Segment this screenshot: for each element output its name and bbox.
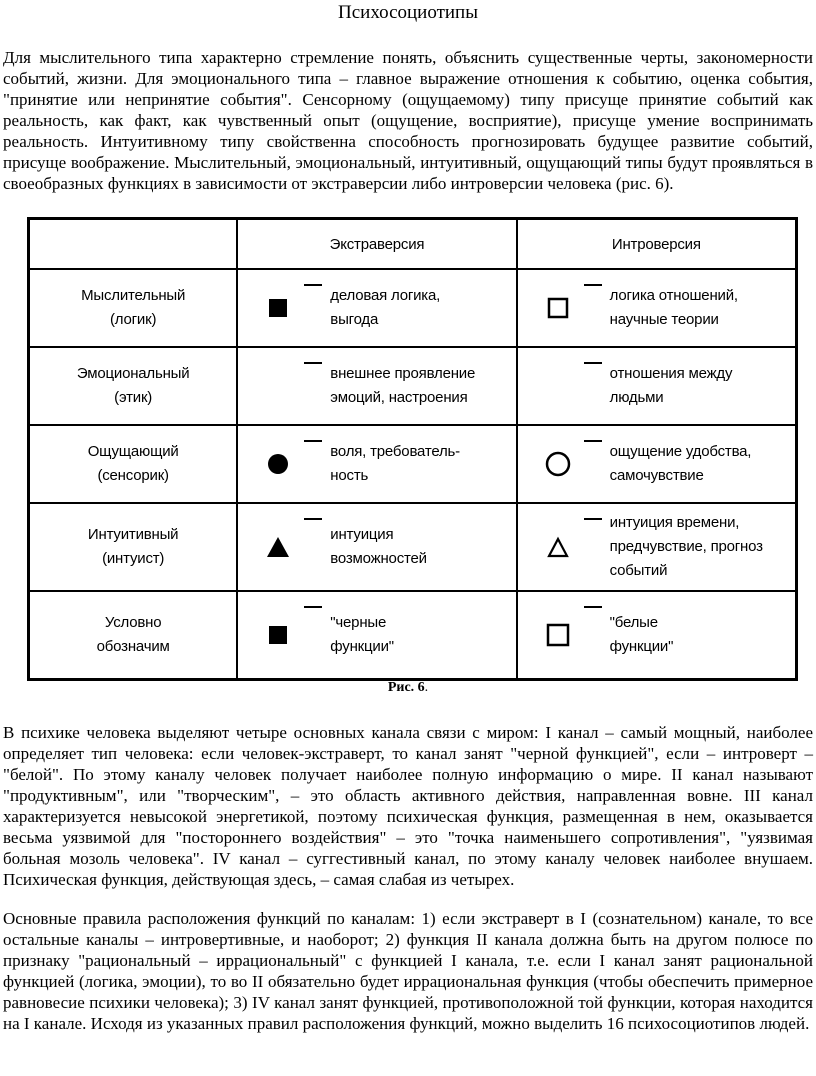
empty-triangle-icon bbox=[540, 536, 576, 558]
row-label-line: Условно bbox=[104, 614, 162, 631]
function-text: "черные bbox=[330, 614, 387, 631]
function-text: внешнее проявление bbox=[330, 365, 476, 382]
dash bbox=[304, 362, 322, 364]
page-title: Психосоциотипы bbox=[338, 2, 478, 23]
rules-paragraph: Основные правила расположения функций по каналам: 1) если экстраверт в I (сознательном) канале, то все остальные каналы – интровертивные, и наоборот; 2) функция II канала должна быть на другом полюсе по признаку "рациональный – иррациональный" с функцией I канала, т.е. если I канал занят рациональной функцией (логика, эмоции), то во II обязательно будет иррациональная функция (чтобы обеспечить примерное равновесие психики человека); 3) IV канал занят функцией, противоположной той функции, которая находится на I канале. Исходя из указанных правил расположения функций, можно выделить 16 психосоциотипов людей. bbox=[3, 909, 813, 1033]
dash bbox=[584, 606, 602, 608]
function-text: эмоций, настроения bbox=[330, 389, 468, 406]
row-label bbox=[29, 503, 238, 591]
introversion-cell bbox=[517, 591, 797, 680]
table-row bbox=[29, 269, 797, 347]
extraversion-cell bbox=[237, 503, 516, 591]
dash bbox=[304, 440, 322, 442]
function-text: самочувствие bbox=[609, 467, 704, 484]
function-text: выгода bbox=[330, 311, 379, 328]
row-label-line: Интуитивный bbox=[87, 526, 179, 543]
header-introversion: Интроверсия bbox=[517, 219, 797, 270]
empty-circle-icon bbox=[540, 451, 576, 477]
row-label-line: обозначим bbox=[96, 638, 170, 655]
function-text: функции" bbox=[330, 638, 394, 655]
dash bbox=[584, 518, 602, 520]
header-extraversion: Экстраверсия bbox=[237, 219, 516, 270]
extraversion-cell bbox=[237, 425, 516, 503]
function-text: деловая логика, bbox=[330, 287, 441, 304]
dash bbox=[584, 362, 602, 364]
extraversion-cell bbox=[237, 347, 516, 425]
channels-paragraph: В психике человека выделяют четыре основных канала связи с миром: I канал – самый мощный, наиболее определяет тип человека: если человек-экстраверт, то канал занят "черной функцией", если – интроверт – "белой". По этому каналу человек получает наиболее полную информацию о мире. II канал называют "продуктивным", или "творческим", – это область активного действия, направленная вовне. III канал характеризуется невысокой энергетикой, поэтому психическая функция, размещенная в нем, оказывается весьма уязвимой для "постороннего воздействия" – это "точка наименьшего сопротивления", "уязвимая больная мозоль человека". IV канал – суггестивный канал, по этому каналу человек наиболее внушаем. Психическая функция, действующая здесь, – самая слабая из четырех. bbox=[3, 723, 813, 889]
function-text: интуиция времени, bbox=[609, 514, 740, 531]
table-row bbox=[29, 591, 797, 680]
table-row bbox=[29, 503, 797, 591]
introversion-cell bbox=[517, 503, 797, 591]
row-label-line: (интуист) bbox=[102, 550, 165, 567]
dash bbox=[304, 606, 322, 608]
introversion-cell bbox=[517, 347, 797, 425]
row-label bbox=[29, 269, 238, 347]
filled-triangle-icon bbox=[260, 536, 296, 558]
function-text: предчувствие, прогноз bbox=[609, 538, 763, 555]
function-text: ность bbox=[330, 467, 369, 484]
figure-caption-dot: . bbox=[424, 680, 429, 695]
empty-square-icon bbox=[540, 623, 576, 647]
filled-square-icon bbox=[260, 298, 296, 318]
extraversion-cell bbox=[237, 269, 516, 347]
intro-paragraph: Для мыслительного типа характерно стремление понять, объяснить существенные черты, закономерности событий, жизни. Для эмоционального типа – главное выражение отношения к событию, оценка события, "принятие или непринятие события". Сенсорному (ощущаемому) типу присуще принятие событий как реальность, как факт, как чувственный опыт (ощущение, восприятие), присуще умение воспринимать реальность. Интуитивному типу свойственна способность прогнозировать будущее развитие событий, присуще воображение. Мыслительный, эмоциональный, интуитивный, ощущающий типы будут проявляться в своеобразных функциях в зависимости от экстраверсии либо интроверсии человека (рис. 6). bbox=[3, 48, 813, 193]
function-text: воля, требователь- bbox=[330, 443, 460, 460]
table-row bbox=[29, 347, 797, 425]
function-text: отношения между bbox=[609, 365, 733, 382]
row-label bbox=[29, 591, 238, 680]
psychotype-figure-table bbox=[27, 217, 798, 681]
row-label bbox=[29, 347, 238, 425]
figure-caption bbox=[0, 680, 816, 696]
row-label-line: (логик) bbox=[110, 311, 157, 328]
row-label-line: (этик) bbox=[114, 389, 153, 406]
filled-circle-icon bbox=[260, 453, 296, 475]
function-text: возможностей bbox=[330, 550, 427, 567]
function-text: ощущение удобства, bbox=[609, 443, 752, 460]
corner-cell bbox=[29, 219, 238, 270]
row-label-line: (сенсорик) bbox=[97, 467, 169, 484]
introversion-cell bbox=[517, 425, 797, 503]
function-text: интуиция bbox=[330, 526, 394, 543]
row-label bbox=[29, 425, 238, 503]
function-text: логика отношений, bbox=[609, 287, 738, 304]
dash bbox=[304, 518, 322, 520]
dash bbox=[584, 440, 602, 442]
filled-square-icon bbox=[260, 625, 296, 645]
function-text: людьми bbox=[609, 389, 664, 406]
function-text: "белые bbox=[609, 614, 658, 631]
row-label-line: Ощущающий bbox=[87, 443, 179, 460]
dash bbox=[304, 284, 322, 286]
function-text: событий bbox=[609, 562, 668, 579]
dash bbox=[584, 284, 602, 286]
empty-square-icon bbox=[540, 297, 576, 319]
row-label-line: Мыслительный bbox=[81, 287, 186, 304]
header-row bbox=[29, 219, 797, 270]
row-label-line: Эмоциональный bbox=[76, 365, 190, 382]
table-row bbox=[29, 425, 797, 503]
extraversion-cell bbox=[237, 591, 516, 680]
introversion-cell bbox=[517, 269, 797, 347]
function-text: функции" bbox=[609, 638, 674, 655]
function-text: научные теории bbox=[609, 311, 719, 328]
figure-caption-label: Рис. 6 bbox=[387, 680, 425, 695]
